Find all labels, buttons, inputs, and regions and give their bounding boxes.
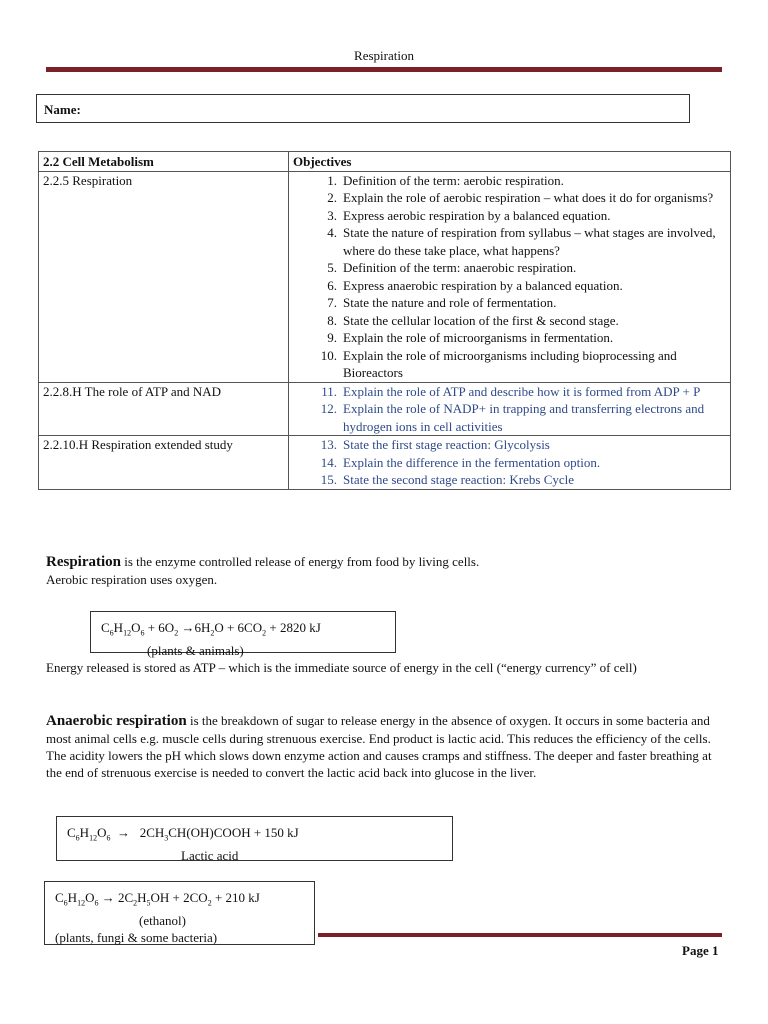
objectives-cell (289, 436, 731, 490)
objective-number: 12. (320, 401, 337, 416)
objectives-cell (289, 171, 731, 382)
objective-item (293, 436, 726, 454)
objective-number: 2. (327, 190, 337, 205)
objective-text: State the second stage reaction: Krebs Cycle (343, 472, 575, 487)
lactic-equation: $C_6H_{12}O_6$ → $2CH_3CH(OH)COOH + 150$ kJ (67, 825, 299, 843)
objective-text: Explain the role of aerobic respiration – what does it do for organisms? (343, 190, 714, 205)
aerobic-equation-box (90, 611, 396, 658)
table-row (39, 382, 731, 436)
objective-number: 4. (327, 225, 337, 240)
objective-item (293, 259, 726, 277)
respiration-term: Respiration (46, 554, 121, 570)
objectives-list (293, 172, 726, 382)
objective-text: Express aerobic respiration by a balanced equation. (343, 207, 611, 223)
objective-number: 1. (327, 172, 337, 188)
section-label: 2.2.5 Respiration (39, 171, 289, 382)
objective-item (293, 189, 726, 207)
energy-note: Energy released is stored as ATP – which is the immediate source of energy in the cell (“energy currency” of cell) (46, 660, 637, 675)
lactic-acid-label: Lactic acid (181, 847, 239, 863)
objective-text: State the nature and role of fermentation. (343, 295, 557, 310)
ethanol-label: (ethanol) (139, 912, 186, 928)
ethanol-equation-box (44, 881, 315, 945)
name-box[interactable] (36, 94, 690, 123)
objective-text: Explain the role of microorganisms in fermentation. (343, 330, 614, 345)
objective-number: 10. (320, 347, 337, 363)
organisms-label: (plants, fungi & some bacteria) (55, 929, 218, 945)
page-title: Respiration (354, 48, 414, 63)
respiration-definition (46, 553, 728, 588)
table-header-objectives: Objectives (289, 152, 731, 172)
table-row (39, 436, 731, 490)
objective-item (293, 312, 726, 330)
objective-text: State the first stage reaction: Glycolysis (343, 437, 550, 452)
objective-text: Definition of the term: aerobic respiration. (343, 172, 564, 188)
objective-item (293, 454, 726, 472)
objective-text: Explain the role of microorganisms including bioprocessing and Bioreactors (343, 347, 677, 380)
objective-number: 15. (320, 472, 337, 487)
objective-text: Definition of the term: anaerobic respiration. (343, 260, 577, 275)
section-label: 2.2.10.H Respiration extended study (39, 436, 289, 490)
objectives-table (38, 151, 731, 490)
respiration-definition-text: is the enzyme controlled release of energy from food by living cells. (121, 554, 480, 569)
header-rule (46, 67, 722, 72)
objective-number: 8. (327, 312, 337, 328)
objective-text: Express anaerobic respiration by a balanced equation. (343, 277, 623, 293)
objective-number: 13. (320, 437, 337, 452)
objectives-cell (289, 382, 731, 436)
page-number: Page 1 (682, 943, 719, 958)
objective-item (293, 383, 726, 401)
section-label: 2.2.8.H The role of ATP and NAD (39, 382, 289, 436)
objective-text: State the cellular location of the first & second stage. (343, 312, 619, 328)
objective-item (293, 172, 726, 190)
objective-number: 7. (327, 295, 337, 310)
objective-text: Explain the role of ATP and describe how it is formed from ADP + P (343, 383, 701, 399)
table-header-row (39, 152, 731, 172)
objective-item (293, 347, 726, 382)
objectives-list (293, 383, 726, 436)
footer-rule (318, 933, 722, 937)
objective-item (293, 277, 726, 295)
objective-number: 5. (327, 260, 337, 275)
objectives-list (293, 436, 726, 489)
name-label: Name: (44, 102, 81, 117)
objective-item (293, 224, 726, 259)
objective-number: 3. (327, 207, 337, 223)
objective-item (293, 294, 726, 312)
objective-item (293, 400, 726, 435)
aerobic-equation-note: (plants & animals) (147, 642, 244, 658)
anaerobic-text: is the breakdown of sugar to release energy in the absence of oxygen. It occurs in some bacteria and most animal cells e.g. muscle cells during strenuous exercise. End product is lactic acid. This reduces the efficiency of the cells. The acidity lowers the pH which slows down enzyme action and causes cramps and stiffness. The deeper and faster breathing at the end of strenuous exercise is needed to convert the lactic acid back into glucose in the liver. (46, 713, 712, 780)
objective-item (293, 329, 726, 347)
objective-number: 6. (327, 277, 337, 293)
objective-number: 11. (321, 383, 337, 399)
objective-text: Explain the difference in the fermentation option. (343, 454, 601, 470)
objective-number: 14. (320, 454, 337, 470)
objective-item (293, 471, 726, 489)
objective-item (293, 207, 726, 225)
table-row (39, 171, 731, 382)
objective-number: 9. (327, 330, 337, 345)
table-header-metabolism: 2.2 Cell Metabolism (39, 152, 289, 172)
aerobic-equation: $C_6H_{12}O_6 + 6O_2 \to 6H_2O + 6CO_2 + 2820$ kJ (101, 620, 321, 638)
objective-text: Explain the role of NADP+ in trapping and transferring electrons and hydrogen ions in cell activities (343, 401, 705, 434)
anaerobic-paragraph (46, 712, 728, 781)
anaerobic-term: Anaerobic respiration (46, 713, 187, 729)
objective-text: State the nature of respiration from syllabus – what stages are involved, where do these take place, what happens? (343, 225, 716, 258)
aerobic-note: Aerobic respiration uses oxygen. (46, 572, 218, 587)
ethanol-equation: $C_6H_{12}O_6 \to 2C_2H_5OH + 2CO_2 + 210$ kJ (55, 890, 260, 908)
lactic-equation-box (56, 816, 453, 861)
